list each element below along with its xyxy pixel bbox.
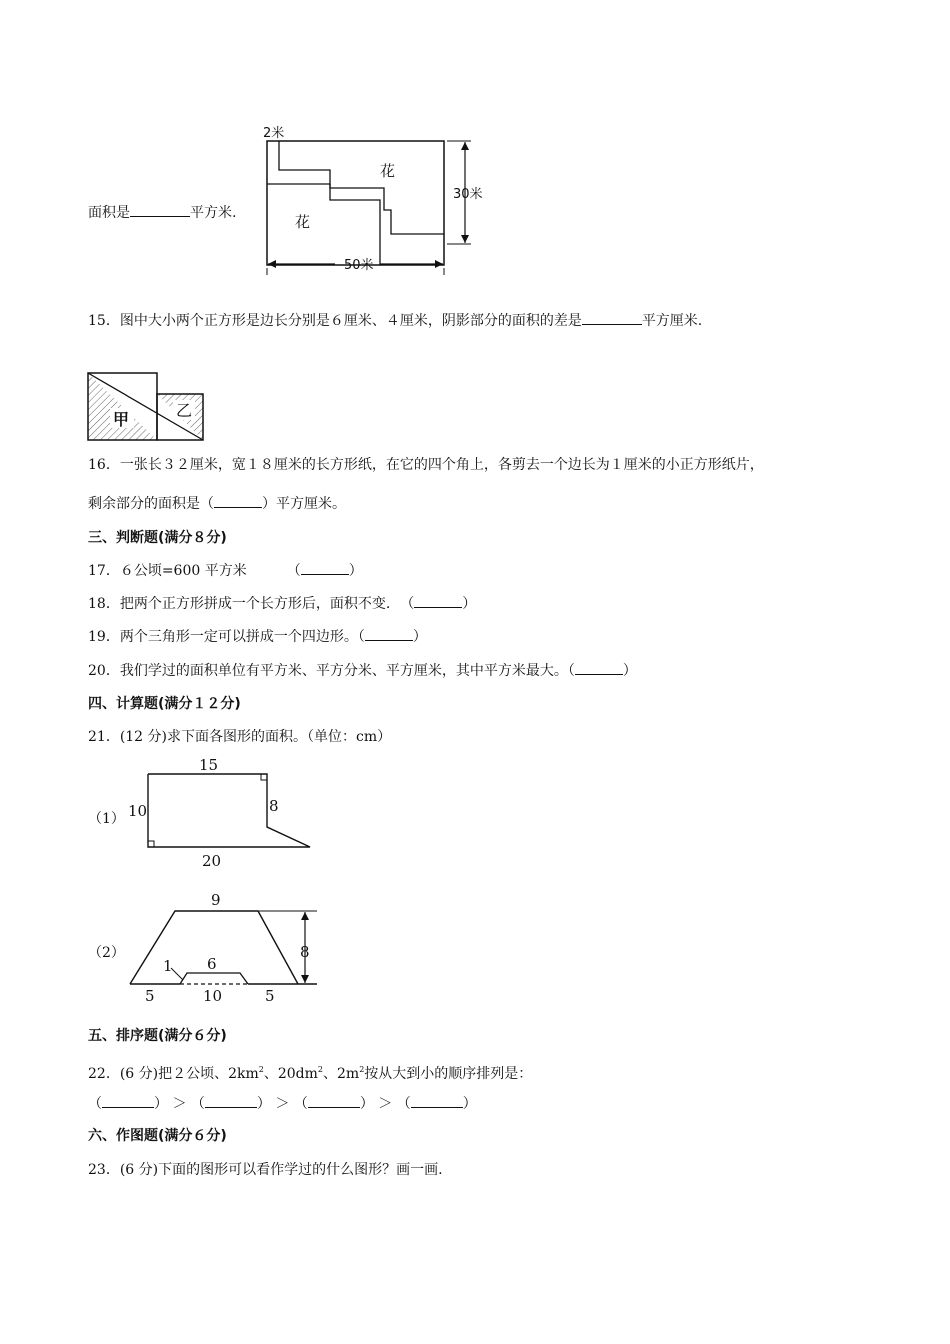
q22-answer-line: （ ） ＞ （ ） ＞ （ ） ＞ （ ） bbox=[88, 1093, 477, 1114]
q16-line1: 16．一张长３２厘米，宽１８厘米的长方形纸，在它的四个角上，各剪去一个边长为１厘米的小正方形纸片， bbox=[88, 457, 764, 473]
q14-line: 面积是 平方米. bbox=[88, 202, 236, 223]
figure-2-bottom-mid: 10 bbox=[203, 987, 223, 1005]
section-3-title: 三、判断题(满分８分) bbox=[88, 530, 227, 546]
q19-line: 19．两个三角形一定可以拼成一个四边形。（ ） bbox=[88, 626, 427, 647]
figure-2-bottom-right: 5 bbox=[265, 987, 275, 1005]
answer-blank[interactable] bbox=[301, 560, 349, 575]
answer-blank[interactable] bbox=[365, 626, 413, 641]
garden-outline bbox=[267, 141, 444, 265]
figure-1-left: 10 bbox=[128, 802, 148, 820]
figure-1-label: （1） bbox=[88, 811, 125, 827]
answer-blank[interactable] bbox=[575, 660, 623, 675]
q15-line: 15．图中大小两个正方形是边长分别是６厘米、４厘米，阴影部分的面积的差是 平方厘米. bbox=[88, 310, 702, 331]
figure-2-notch-width: 6 bbox=[207, 955, 217, 973]
answer-blank[interactable] bbox=[582, 310, 642, 325]
section-6-title: 六、作图题(满分６分) bbox=[88, 1128, 227, 1144]
figure-2-top: 9 bbox=[211, 891, 221, 909]
garden-figure bbox=[255, 120, 495, 280]
figure-2 bbox=[85, 885, 330, 1010]
answer-blank-1[interactable] bbox=[102, 1093, 154, 1108]
jia-label: 甲 bbox=[113, 410, 130, 429]
top-width-label: 2米 bbox=[263, 126, 285, 141]
path-line-bottom bbox=[267, 184, 380, 265]
answer-blank[interactable] bbox=[130, 202, 190, 217]
figure-1 bbox=[85, 755, 325, 870]
flower-label-bottom: 花 bbox=[295, 213, 311, 231]
figure-2-bottom-left: 5 bbox=[145, 987, 155, 1005]
figure-2-notch-height: 1 bbox=[163, 957, 173, 975]
q23-line: 23．(6 分)下面的图形可以看作学过的什么图形？画一画. bbox=[88, 1162, 443, 1178]
flower-label-top: 花 bbox=[380, 162, 396, 180]
answer-blank[interactable] bbox=[214, 493, 262, 508]
q17-line: 17．６公顷=600 平方米 （ ） bbox=[88, 560, 363, 581]
height-label: 30米 bbox=[453, 187, 483, 202]
width-label: 50米 bbox=[344, 258, 374, 273]
yi-label: 乙 bbox=[176, 401, 193, 420]
answer-blank-2[interactable] bbox=[205, 1093, 257, 1108]
answer-blank-4[interactable] bbox=[411, 1093, 463, 1108]
figure-2-height: 8 bbox=[300, 943, 310, 961]
q20-line: 20．我们学过的面积单位有平方米、平方分米、平方厘米，其中平方米最大。（ ） bbox=[88, 660, 637, 681]
q18-line: 18．把两个正方形拼成一个长方形后，面积不变. （ ） bbox=[88, 593, 476, 614]
squares-figure bbox=[85, 370, 210, 445]
q21-line: 21．(12 分)求下面各图形的面积。（单位：cm） bbox=[88, 729, 392, 745]
q16-line2: 剩余部分的面积是（ ）平方厘米。 bbox=[88, 493, 346, 514]
figure-2-notch bbox=[180, 973, 248, 984]
figure-1-bottom: 20 bbox=[202, 852, 222, 870]
figure-1-top: 15 bbox=[199, 756, 219, 774]
figure-1-shape bbox=[148, 774, 310, 847]
q22-line: 22．(6 分)把２公顷、$2km^2$、$20dm^2$、$2m^2$按从大到小的顺序排列是： bbox=[88, 1065, 533, 1082]
figure-1-right: 8 bbox=[269, 797, 279, 815]
answer-blank-3[interactable] bbox=[308, 1093, 360, 1108]
section-4-title: 四、计算题(满分１２分) bbox=[88, 696, 241, 712]
section-5-title: 五、排序题(满分６分) bbox=[88, 1028, 227, 1044]
answer-blank[interactable] bbox=[414, 593, 462, 608]
figure-2-label: （2） bbox=[88, 945, 125, 961]
